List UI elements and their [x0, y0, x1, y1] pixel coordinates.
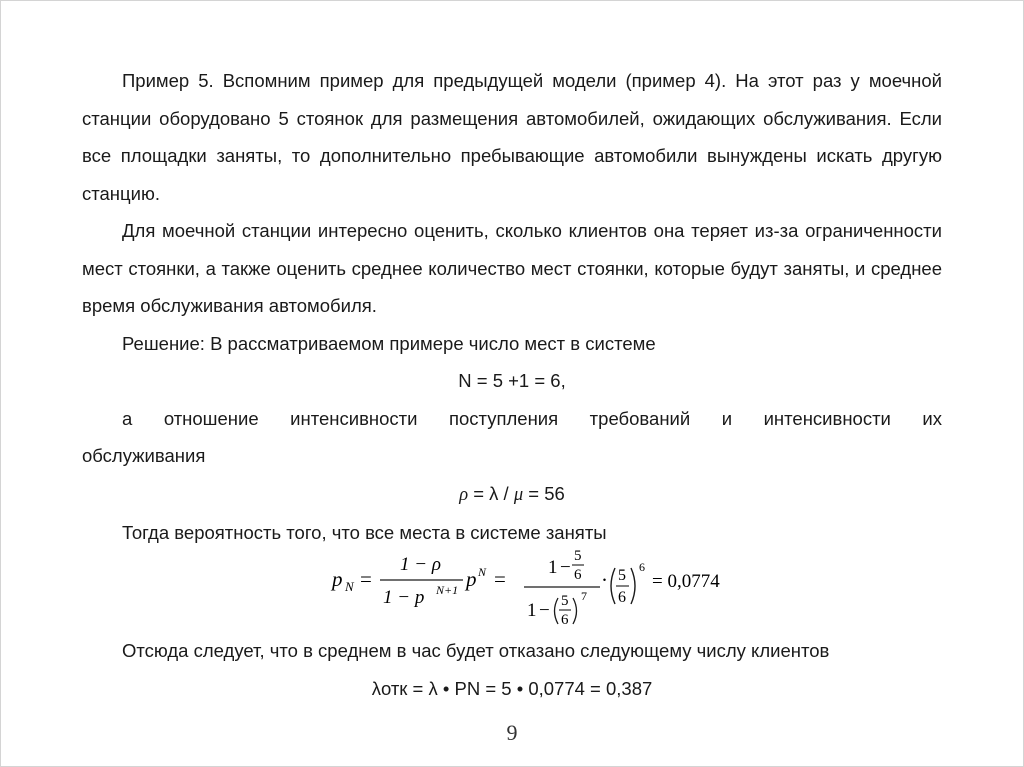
frac1-denominator-sup: N+1	[436, 583, 459, 597]
frac2-den-one: 1	[527, 600, 537, 621]
frac2-num-five: 5	[574, 548, 582, 564]
frac2-num-minus: −	[560, 557, 571, 578]
power-six: 6	[618, 589, 626, 606]
mu-symbol: μ	[513, 484, 524, 505]
rho-formula-end: = 56	[523, 482, 565, 504]
consequence-paragraph: Отсюда следует, что в среднем в час будет отказано следующему числу клиентов	[122, 640, 830, 661]
document-body	[82, 62, 942, 552]
frac1-numerator: 1 − ρ	[400, 554, 441, 575]
probability-formula-svg	[330, 540, 760, 630]
frac2-den-exp: 7	[581, 589, 587, 603]
refusal-formula: λотк = λ • PN = 5 • 0,0774 = 0,387	[371, 677, 653, 699]
formula-eq2: =	[494, 567, 506, 591]
ratio-text-line1: а отношение интенсивности поступления требований и интенсивности их	[122, 407, 942, 429]
power-exp: 6	[639, 560, 645, 574]
goal-paragraph: Для моечной станции интересно оценить, сколько клиентов она теряет из-за ограниченности мест стоянки, а также оценить среднее количество мест стоянки, которые будут заняты, и среднее время обслуживания автомобиля.	[82, 220, 942, 316]
formula-result: = 0,0774	[652, 571, 720, 592]
probability-formula	[330, 540, 760, 630]
frac2-den-six: 6	[561, 612, 569, 628]
pN-sup: N	[478, 565, 487, 579]
pN-symbol: p	[466, 567, 477, 591]
ratio-text-line2: обслуживания	[82, 445, 206, 466]
rho-formula	[82, 475, 942, 515]
solution-paragraph: Решение: В рассматриваемом примере число мест в системе	[122, 332, 656, 354]
den-paren-right	[573, 598, 577, 624]
frac1-denominator: 1 − p	[383, 587, 425, 608]
page-number: 9	[506, 720, 518, 745]
frac2-num-six: 6	[574, 567, 582, 583]
den-paren-left	[555, 598, 559, 624]
conclusion-block	[82, 632, 942, 707]
n-formula: N = 5 +1 = 6,	[458, 370, 566, 391]
power-five: 5	[618, 567, 626, 584]
paren-left	[611, 568, 615, 604]
rho-symbol: ρ	[459, 484, 469, 505]
rho-formula-mid: = λ /	[468, 482, 514, 504]
probability-paragraph: Тогда вероятность того, что все места в системе заняты	[122, 522, 607, 543]
paren-right	[631, 568, 635, 604]
formula-eq1: =	[360, 567, 372, 591]
formula-dot: ·	[601, 568, 608, 592]
frac2-den-five: 5	[561, 593, 569, 609]
formula-lhs: p	[332, 567, 343, 591]
formula-lhs-sub: N	[345, 579, 354, 594]
frac2-den-minus: −	[539, 600, 550, 621]
frac2-num-one: 1	[548, 557, 558, 578]
example-paragraph: Пример 5. Вспомним пример для предыдущей модели (пример 4). На этот раз у моечной станции оборудовано 5 стоянок для размещения автомобилей, ожидающих обслуживания. Если все площадки заняты, то дополнительно пребывающие автомобили вынуждены искать другую станцию.	[82, 70, 942, 204]
